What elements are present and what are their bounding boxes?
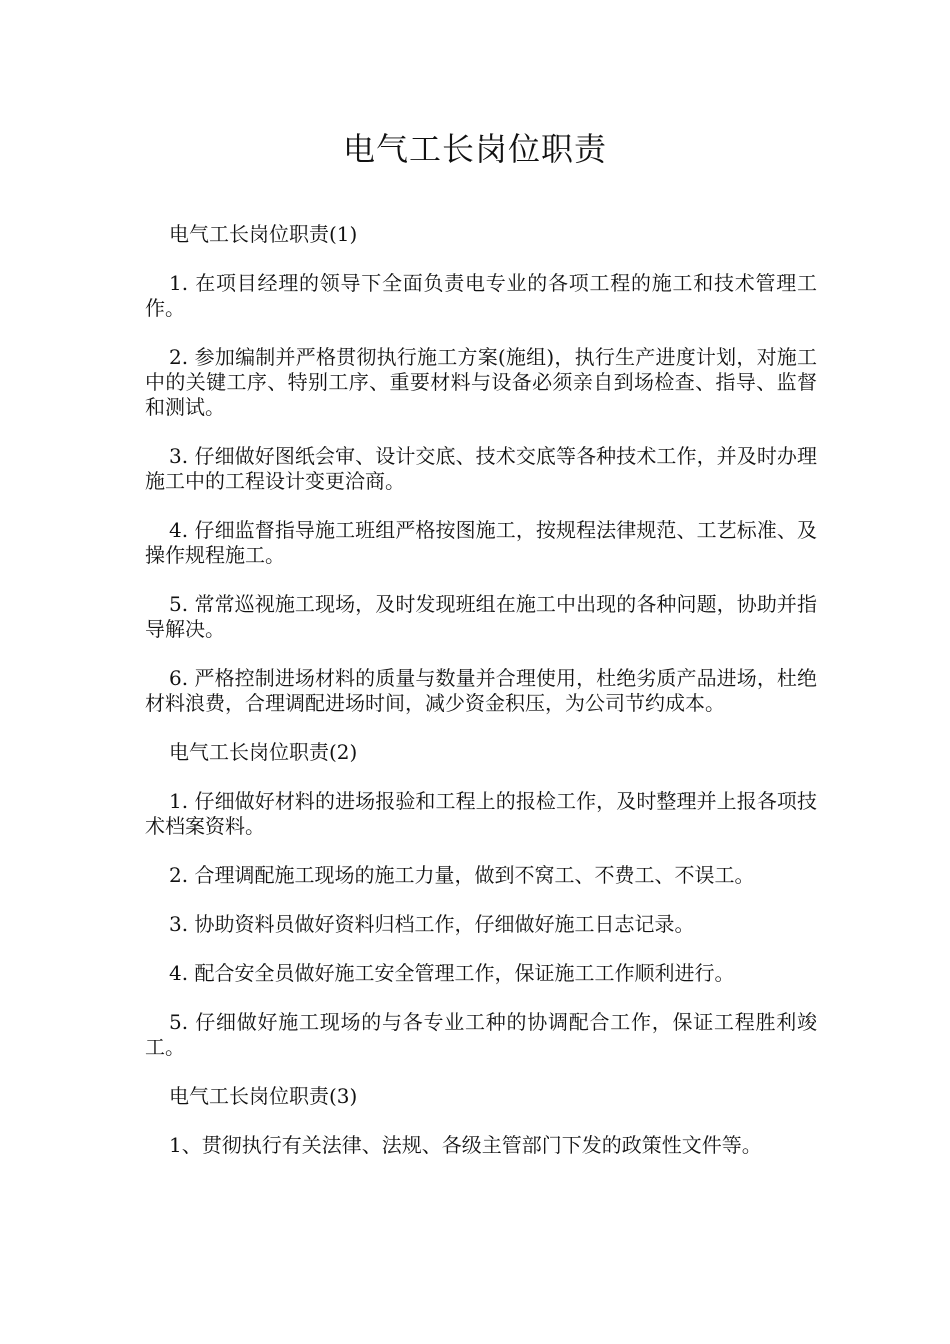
section-2-item-2: 2. 合理调配施工现场的施工力量，做到不窝工、不费工、不误工。 [169, 863, 755, 887]
document-body [145, 222, 817, 1182]
section-1-item-6: 6. 严格控制进场材料的质量与数量并合理使用，杜绝劣质产品进场，杜绝材料浪费，合理调配进场时间，减少资金积压，为公司节约成本。 [145, 666, 817, 715]
section-2-item-3: 3. 协助资料员做好资料归档工作，仔细做好施工日志记录。 [169, 912, 695, 936]
section-2-item-1: 1. 仔细做好材料的进场报验和工程上的报检工作，及时整理并上报各项技术档案资料。 [145, 789, 817, 838]
section-1-item-5: 5. 常常巡视施工现场，及时发现班组在施工中出现的各种问题，协助并指导解决。 [145, 592, 817, 641]
section-heading-1: 电气工长岗位职责(1) [169, 222, 358, 246]
document-title: 电气工长岗位职责 [342, 130, 607, 168]
section-1-item-2: 2. 参加编制并严格贯彻执行施工方案(施组)，执行生产进度计划，对施工中的关键工序、特别工序、重要材料与设备必须亲自到场检查、指导、监督和测试。 [145, 345, 817, 419]
section-heading-3: 电气工长岗位职责(3) [169, 1084, 358, 1108]
section-3-item-1: 1、贯彻执行有关法律、法规、各级主管部门下发的政策性文件等。 [169, 1133, 762, 1157]
section-1-item-1: 1. 在项目经理的领导下全面负责电专业的各项工程的施工和技术管理工作。 [145, 271, 817, 320]
section-2-item-5: 5. 仔细做好施工现场的与各专业工种的协调配合工作，保证工程胜利竣工。 [145, 1010, 817, 1059]
section-1-item-3: 3. 仔细做好图纸会审、设计交底、技术交底等各种技术工作，并及时办理施工中的工程设计变更洽商。 [145, 444, 817, 493]
section-heading-2: 电气工长岗位职责(2) [169, 740, 358, 764]
section-2-item-4: 4. 配合安全员做好施工安全管理工作，保证施工工作顺利进行。 [169, 961, 735, 985]
section-1-item-4: 4. 仔细监督指导施工班组严格按图施工，按规程法律规范、工艺标准、及操作规程施工。 [145, 518, 817, 567]
